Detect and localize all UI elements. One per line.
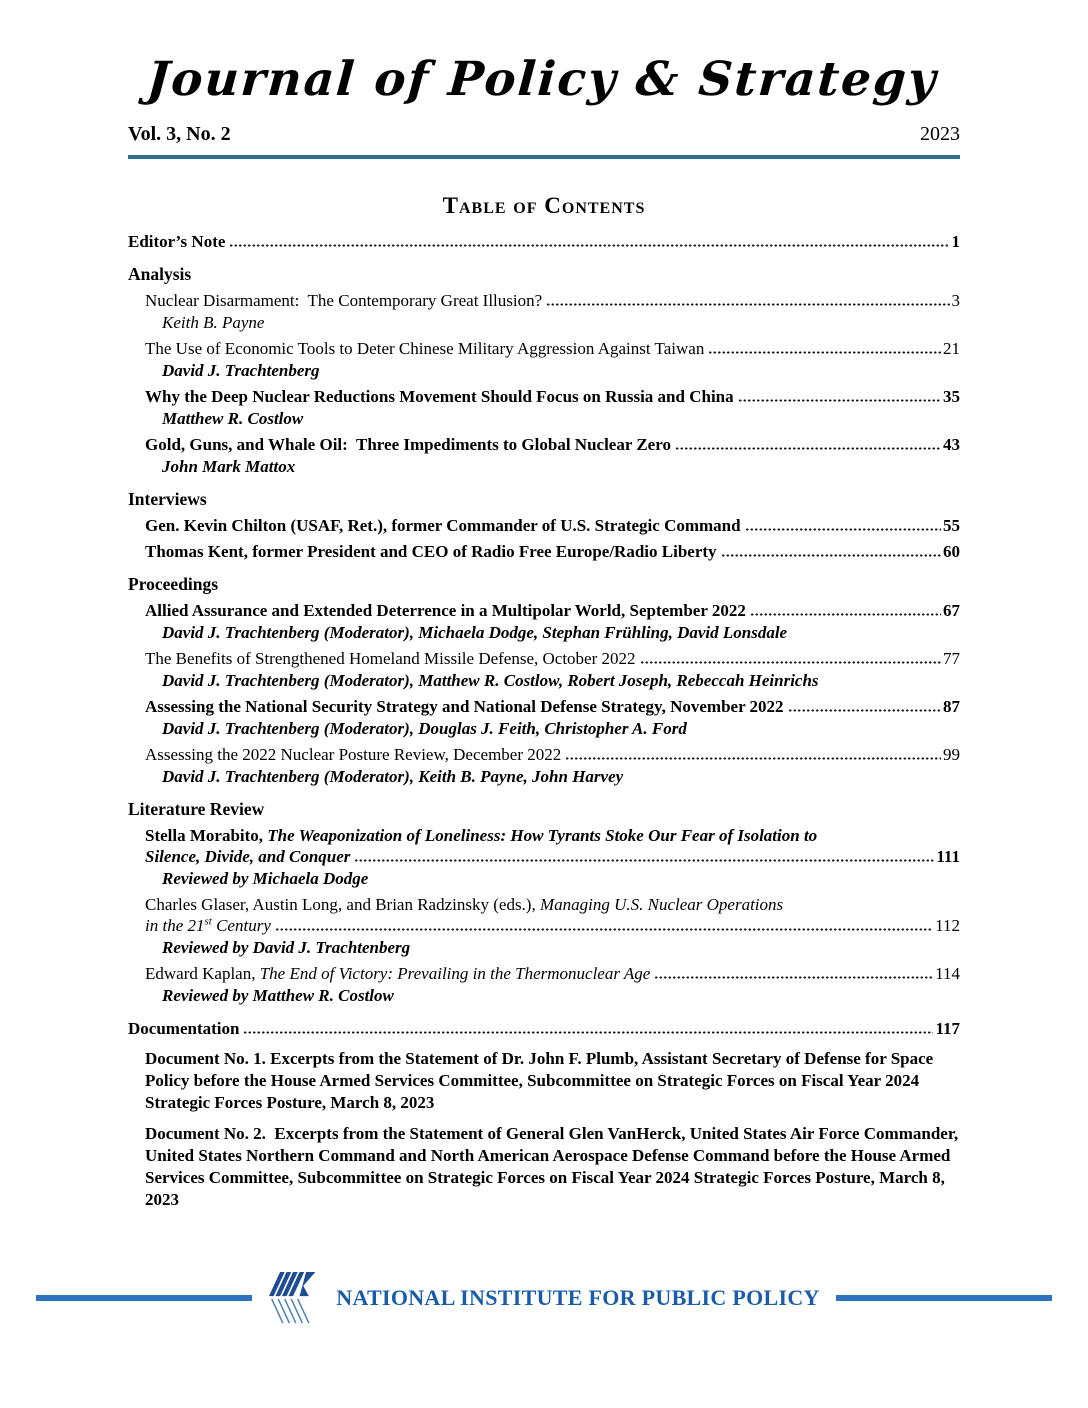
toc-byline: David J. Trachtenberg (Moderator), Douglas J. Feith, Christopher A. Ford [162, 719, 687, 738]
toc-page-number: 117 [935, 1019, 960, 1038]
toc-entry-line [128, 231, 960, 252]
toc-entry [128, 600, 960, 643]
toc-section-heading: Interviews [128, 489, 207, 509]
toc-document-paragraph: Document No. 2. Excerpts from the Statement of General Glen VanHerck, United States Air Force Commander, United States Northern Command and North American Aerospace Defense Command before the House Armed Services Committee, Subcommittee on Strategic Forces on Fiscal Year 2024 Strategic Forces Posture, March 8, 2023 [145, 1124, 959, 1209]
dot-leader [565, 744, 941, 760]
toc-byline: John Mark Mattox [162, 457, 296, 476]
toc-page-number: 60 [943, 542, 960, 561]
dot-leader [750, 600, 941, 616]
footer-bar-right [836, 1295, 1052, 1301]
toc-entry [128, 744, 960, 787]
header-rule-divider [128, 155, 960, 159]
toc-entry-title: Gen. Kevin Chilton (USAF, Ret.), former Commander of U.S. Strategic Command [145, 516, 741, 535]
dot-leader [708, 338, 941, 354]
toc-entry-title: Nuclear Disarmament: The Contemporary Great Illusion? [145, 291, 543, 310]
toc-entry-line: Charles Glaser, Austin Long, and Brian Radzinsky (eds.), Managing U.S. Nuclear Operations [145, 895, 784, 914]
toc-entry-line [145, 696, 960, 717]
toc-entry-title: Assessing the National Security Strategy and National Defense Strategy, November 2022 [145, 697, 784, 716]
toc-entry-line [145, 915, 960, 936]
toc-entry-line [145, 434, 960, 455]
publisher-name: NATIONAL INSTITUTE FOR PUBLIC POLICY [336, 1285, 820, 1310]
toc-page-number: 43 [943, 435, 960, 454]
toc-byline: David J. Trachtenberg [162, 361, 320, 380]
toc-entry-line [145, 648, 960, 669]
dot-leader [354, 846, 934, 862]
toc-entry-line [145, 515, 960, 536]
dot-leader [243, 1018, 933, 1034]
toc-document-paragraph: Document No. 1. Excerpts from the Statement of Dr. John F. Plumb, Assistant Secretary of Defense for Space Policy before the House Armed Services Committee, Subcommittee on Strategic Forces on Fiscal Year 2024 Strategic Forces Posture, March 8, 2023 [145, 1049, 934, 1112]
toc-section-heading: Analysis [128, 264, 192, 284]
toc-page-number: 111 [936, 847, 960, 866]
toc-entry-title: Thomas Kent, former President and CEO of Radio Free Europe/Radio Liberty [145, 542, 717, 561]
dot-leader [788, 696, 941, 712]
toc-entry [128, 648, 960, 691]
toc-section-heading: Proceedings [128, 574, 219, 594]
toc-entry-title: Gold, Guns, and Whale Oil: Three Impediments to Global Nuclear Zero [145, 435, 671, 454]
toc-entry [128, 434, 960, 477]
toc-entry [128, 894, 960, 958]
toc-entry [128, 290, 960, 333]
toc-entry-title: Editor’s Note [128, 232, 226, 251]
toc-entry-line [145, 386, 960, 407]
toc-page-number: 114 [935, 964, 960, 983]
toc-page-number: 35 [943, 387, 960, 406]
toc-entry [128, 231, 960, 252]
toc-entry-title: The Benefits of Strengthened Homeland Missile Defense, October 2022 [145, 649, 636, 668]
toc-entry [128, 541, 960, 562]
publisher-footer [0, 1266, 1088, 1330]
toc-page-number: 99 [943, 745, 960, 764]
dot-leader [654, 963, 933, 979]
toc-byline: Reviewed by David J. Trachtenberg [162, 938, 411, 957]
toc-page-number: 55 [943, 516, 960, 535]
toc-entry-title: Assessing the 2022 Nuclear Posture Review, December 2022 [145, 745, 562, 764]
toc-entry [128, 696, 960, 739]
dot-leader [546, 290, 949, 306]
toc-entry [128, 515, 960, 536]
toc-entry-title: Silence, Divide, and Conquer [145, 847, 351, 866]
toc-byline: Reviewed by Matthew R. Costlow [162, 986, 394, 1005]
toc-entry-line [145, 541, 960, 562]
volume-label: Vol. 3, No. 2 [128, 123, 231, 145]
dot-leader [721, 541, 941, 557]
toc-entry-line [145, 600, 960, 621]
toc-page-number: 77 [943, 649, 960, 668]
toc-entry [128, 386, 960, 429]
dot-leader [745, 515, 941, 531]
toc-page-number: 87 [943, 697, 960, 716]
toc-entry-title: in the 21st Century [145, 915, 271, 935]
toc-byline: Reviewed by Michaela Dodge [162, 869, 369, 888]
toc-byline: David J. Trachtenberg (Moderator), Michaela Dodge, Stephan Frühling, David Lonsdale [162, 623, 788, 642]
toc-page-number: 67 [943, 601, 960, 620]
toc-entry-title: Why the Deep Nuclear Reductions Movement Should Focus on Russia and China [145, 387, 734, 406]
toc-entry-line [128, 1018, 960, 1039]
toc-title: Table of Contents [442, 193, 646, 218]
toc-entry-title: Allied Assurance and Extended Deterrence in a Multipolar World, September 2022 [145, 601, 746, 620]
toc-entry-line [145, 290, 960, 311]
toc-entry [128, 338, 960, 381]
toc-entry-line [145, 744, 960, 765]
journal-title: Journal of Policy & Strategy [145, 52, 940, 107]
dot-leader [738, 386, 941, 402]
nipp-logo-icon [268, 1270, 320, 1326]
toc-byline: Matthew R. Costlow [162, 409, 304, 428]
volume-year-row [128, 123, 960, 146]
toc-page-number: 21 [943, 339, 960, 358]
toc-entry-title: Edward Kaplan, The End of Victory: Prevailing in the Thermonuclear Age [145, 964, 651, 983]
toc-entry [128, 1018, 960, 1211]
dot-leader [275, 915, 933, 931]
toc-entry-title: Documentation [128, 1019, 240, 1038]
dot-leader [640, 648, 941, 664]
toc-entry [128, 963, 960, 1006]
toc-entry-title: The Use of Economic Tools to Deter Chinese Military Aggression Against Taiwan [145, 339, 705, 358]
toc-page-number: 1 [951, 232, 960, 251]
toc-byline: David J. Trachtenberg (Moderator), Matthew R. Costlow, Robert Joseph, Rebeccah Heinrichs [162, 671, 819, 690]
toc-byline: David J. Trachtenberg (Moderator), Keith B. Payne, John Harvey [162, 767, 624, 786]
toc-entry-line: Stella Morabito, The Weaponization of Loneliness: How Tyrants Stoke Our Fear of Isolation to [145, 826, 818, 845]
table-of-contents [128, 231, 960, 1211]
toc-entry [128, 825, 960, 889]
dot-leader [675, 434, 941, 450]
toc-page-number: 112 [935, 916, 960, 935]
dot-leader [229, 231, 949, 247]
year-label: 2023 [920, 123, 960, 145]
toc-entry-line [145, 963, 960, 984]
toc-section-heading: Literature Review [128, 799, 265, 819]
toc-page-number: 3 [951, 291, 960, 310]
footer-bar-left [36, 1295, 252, 1301]
toc-entry-line [145, 338, 960, 359]
toc-byline: Keith B. Payne [162, 313, 265, 332]
toc-entry-line [145, 846, 960, 867]
